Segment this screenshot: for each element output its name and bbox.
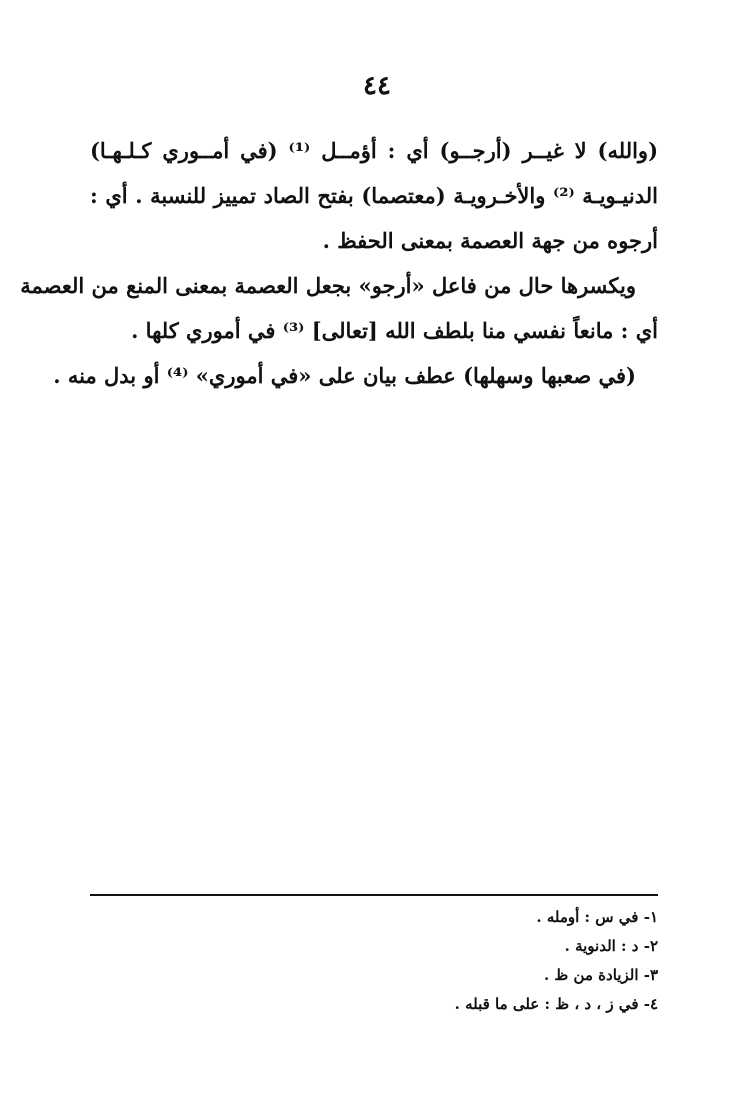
footnotes: [90, 903, 658, 1019]
footnote-item: ٣- الزيادة من ظ .: [543, 966, 658, 984]
text-line: (والله) لا غيــر (أرجــو) أي : أؤمــل ⁽¹⁾ (في أمــوري كـلـهـا): [90, 138, 659, 163]
text-line: الدنيـويـة ⁽²⁾ والأخـرويـة (معتصما) بفتح الصاد تمييز للنسبة . أي :: [90, 183, 658, 208]
text-line: ويكسرها حال من فاعل «أرجو» بجعل العصمة بمعنى المنع من العصمة: [20, 273, 636, 298]
footnote-item: ٢- د : الدنوية .: [564, 937, 658, 955]
body-text: [20, 128, 659, 398]
text-line: أي : مانعاً نفسي منا بلطف الله [تعالى] ⁽³⁾ في أموري كلها .: [131, 318, 658, 343]
text-line: (في صعبها وسهلها) عطف بيان على «في أموري» ⁽⁴⁾ أو بدل منه .: [53, 363, 636, 388]
footnote-item: ٤- في ز ، د ، ظ : على ما قبله .: [454, 995, 658, 1013]
page-number: ٤٤: [363, 71, 391, 101]
text-line: أرجوه من جهة العصمة بمعنى الحفظ .: [322, 228, 658, 253]
footnote-item: ١- في س : أومله .: [536, 908, 658, 926]
footnote-divider: [90, 894, 658, 896]
